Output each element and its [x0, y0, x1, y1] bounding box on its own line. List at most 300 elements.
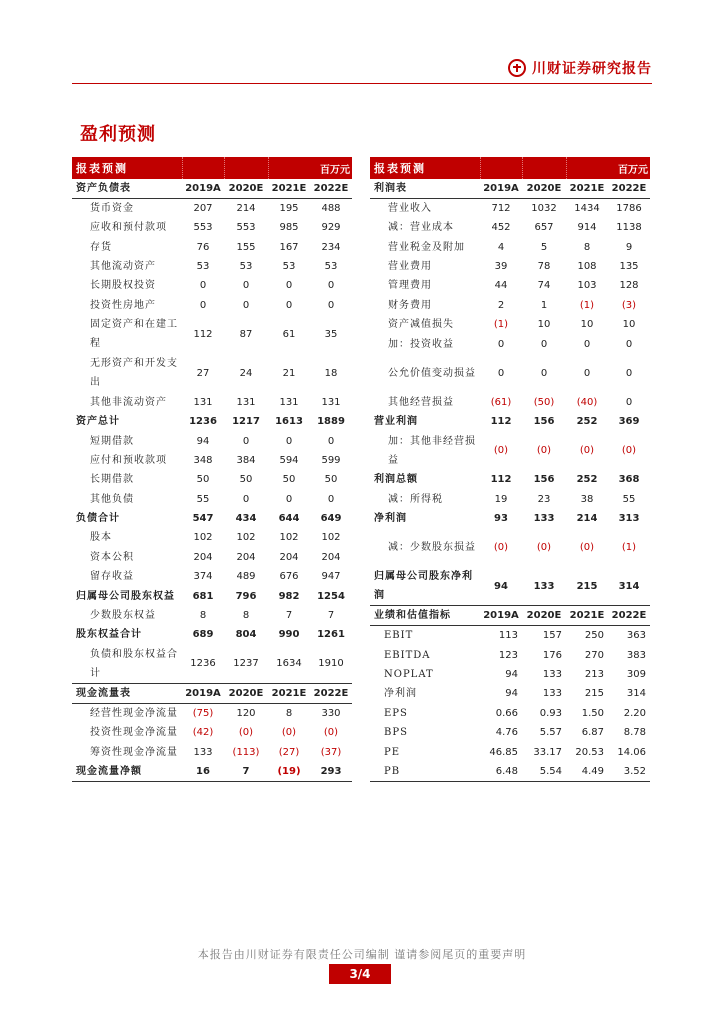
cell-value: 369	[618, 416, 640, 428]
cell-value: (1)	[493, 319, 509, 331]
table-title: 报表预测	[370, 157, 480, 179]
cell-value: 0	[625, 396, 633, 408]
cell-value: 0	[285, 493, 293, 505]
cell-value: 74	[537, 280, 551, 292]
cell-value: 155	[236, 241, 256, 253]
cell-value: 0	[497, 338, 505, 350]
cell-value: 16	[182, 762, 224, 782]
cell-value: 681	[192, 590, 214, 602]
table-row	[72, 625, 352, 644]
table-unit: 百万元	[608, 157, 650, 179]
table-row	[72, 257, 352, 276]
cell-value: 61	[282, 328, 296, 340]
row-label: 负债和股东权益合计	[72, 645, 182, 684]
table-row	[72, 276, 352, 295]
cell-value: 204	[321, 551, 341, 563]
cell-value: 2	[497, 299, 505, 311]
cell-value: 8	[583, 241, 591, 253]
row-label: 利润总额	[374, 474, 418, 486]
cell-value: 102	[193, 532, 213, 544]
cell-value: 0	[625, 367, 633, 379]
cell-value: 0	[540, 367, 548, 379]
cell-value: 204	[193, 551, 213, 563]
table-row	[370, 354, 650, 393]
table-row	[72, 548, 352, 567]
cell-value: 0	[327, 493, 335, 505]
cell-value: 76	[196, 241, 210, 253]
cell-value: 133	[542, 688, 562, 700]
cell-value: 157	[542, 630, 562, 642]
cell-value: 374	[193, 571, 213, 583]
cell-value: 94	[196, 435, 210, 447]
cell-value: 0	[583, 367, 591, 379]
cell-value: 553	[236, 222, 256, 234]
cell-value: 215	[566, 567, 608, 606]
cell-value: 55	[196, 493, 210, 505]
table-row	[72, 431, 352, 450]
cell-value: 195	[279, 203, 299, 214]
table-row	[370, 645, 650, 664]
right-forecast-table	[370, 157, 650, 782]
cell-value: 3.52	[608, 762, 650, 782]
cell-value: 0	[327, 280, 335, 292]
cell-value: 1032	[531, 203, 557, 214]
cell-value: 131	[279, 396, 299, 408]
cell-value: 1254	[317, 590, 345, 602]
table-row	[370, 528, 650, 567]
table-row	[72, 412, 352, 431]
row-label: 减：所得税	[388, 493, 443, 505]
row-label: 无形资产和开发支出	[90, 358, 178, 389]
year-label: 2021E	[268, 683, 310, 703]
row-label: EPS	[384, 707, 408, 719]
cell-value: 50	[324, 474, 338, 486]
cell-value: (0)	[621, 445, 637, 457]
cell-value: 112	[193, 328, 213, 340]
row-label: 资本公积	[90, 551, 134, 563]
table-row	[72, 237, 352, 256]
cell-value: 1237	[224, 645, 268, 684]
cell-value: (0)	[493, 445, 509, 457]
cell-value: 990	[278, 629, 300, 641]
cell-value: 250	[584, 630, 604, 642]
table-row	[370, 431, 650, 470]
cell-value: 804	[235, 629, 257, 641]
cell-value: 314	[626, 688, 646, 700]
cell-value: 0	[327, 435, 335, 447]
year-label: 2019A	[480, 179, 522, 199]
cell-value: 0.93	[539, 707, 562, 719]
cell-value: 452	[491, 222, 511, 234]
cell-value: 594	[279, 454, 299, 466]
section-label: 现金流量表	[72, 683, 182, 703]
cell-value: 0	[242, 299, 250, 311]
cell-value: 35	[324, 328, 338, 340]
cell-value: 796	[235, 590, 257, 602]
row-label: 其他非流动资产	[90, 396, 167, 408]
cell-value: 252	[576, 474, 598, 486]
cell-value: 133	[193, 746, 213, 758]
table-row	[370, 490, 650, 509]
cell-value: 0	[497, 367, 505, 379]
cell-value: 383	[626, 649, 646, 661]
row-label: 资产总计	[76, 416, 120, 428]
table-title-row	[72, 157, 352, 179]
cell-value: 8	[199, 610, 207, 622]
row-label: EBIT	[384, 630, 414, 642]
cell-value: 167	[279, 241, 299, 253]
cell-value: 8	[285, 707, 293, 719]
cell-value: 363	[626, 630, 646, 642]
table-row	[72, 606, 352, 625]
cell-value: 94	[505, 668, 518, 680]
cell-value: 234	[321, 241, 341, 253]
year-label: 2022E	[310, 683, 352, 703]
cell-value: 0	[540, 338, 548, 350]
year-label: 2020E	[224, 179, 268, 199]
cell-value: 213	[584, 668, 604, 680]
table-row	[370, 567, 650, 606]
brand	[508, 58, 652, 78]
row-label: 其他负债	[90, 493, 134, 505]
cell-value: 214	[236, 203, 256, 214]
table-row	[370, 509, 650, 528]
cell-value: 131	[193, 396, 213, 408]
cell-value: 0	[285, 435, 293, 447]
cell-value: 489	[236, 571, 256, 583]
cell-value: 176	[542, 649, 562, 661]
cell-value: 21	[282, 367, 296, 379]
table-row	[370, 412, 650, 431]
row-label: 减：少数股东损益	[388, 542, 476, 554]
cell-value: 4.76	[495, 727, 518, 739]
row-label: 应收和预付款项	[90, 222, 167, 234]
table-row	[370, 723, 650, 742]
cell-value: 112	[490, 474, 512, 486]
cell-value: 8	[242, 610, 250, 622]
title-filler	[566, 157, 608, 179]
cell-value: 14.06	[617, 746, 646, 758]
cell-value: 0	[242, 280, 250, 292]
table-row	[370, 742, 650, 761]
cell-value: (1)	[621, 542, 637, 554]
title-filler	[182, 157, 224, 179]
cell-value: 0	[199, 299, 207, 311]
table-row	[72, 296, 352, 315]
cell-value: (0)	[493, 542, 509, 554]
cell-value: 1434	[574, 203, 600, 214]
row-label: 投资性房地产	[90, 299, 156, 311]
cell-value: 2.20	[623, 707, 646, 719]
table-row	[72, 509, 352, 528]
row-label: 留存收益	[90, 571, 134, 583]
cell-value: (3)	[621, 299, 637, 311]
cell-value: (113)	[232, 746, 260, 758]
cell-value: 55	[622, 493, 636, 505]
table-row	[72, 315, 352, 354]
table-row	[72, 490, 352, 509]
cell-value: 128	[619, 280, 639, 292]
cell-value: 712	[491, 203, 511, 214]
row-label: 应付和预收款项	[90, 454, 167, 466]
cell-value: 8.78	[623, 727, 646, 739]
table-row	[370, 684, 650, 703]
cell-value: 1910	[310, 645, 352, 684]
cell-value: 1613	[275, 416, 303, 428]
table-row	[370, 296, 650, 315]
cell-value: (0)	[536, 542, 552, 554]
cell-value: 94	[505, 688, 518, 700]
row-label: 长期股权投资	[90, 280, 156, 292]
row-label: 股东权益合计	[76, 629, 142, 641]
cell-value: 215	[584, 688, 604, 700]
row-label: 营业收入	[388, 203, 432, 214]
cell-value: (0)	[323, 727, 339, 739]
cell-value: 38	[580, 493, 594, 505]
cell-value: 947	[321, 571, 341, 583]
row-label: 营业税金及附加	[388, 241, 465, 253]
cell-value: (27)	[278, 746, 300, 758]
section-label: 利润表	[370, 179, 480, 199]
table-row	[370, 470, 650, 489]
row-label: 其他流动资产	[90, 260, 156, 272]
cell-value: 313	[618, 513, 640, 525]
cell-value: 156	[533, 416, 555, 428]
cell-value: 488	[321, 203, 341, 214]
company-logo-icon	[508, 59, 526, 77]
table-row	[72, 393, 352, 412]
row-label: 加：其他非经营损益	[388, 435, 476, 466]
row-label: PB	[370, 762, 480, 782]
cell-value: 982	[278, 590, 300, 602]
cell-value: 207	[193, 203, 213, 214]
row-label: 其他经营损益	[388, 396, 454, 408]
cell-value: 929	[321, 222, 341, 234]
cell-value: 103	[577, 280, 597, 292]
cell-value: 5.54	[522, 762, 566, 782]
cell-value: 4	[497, 241, 505, 253]
cell-value: 0	[242, 435, 250, 447]
year-label: 2020E	[224, 683, 268, 703]
cell-value: 39	[494, 260, 508, 272]
cell-value: (61)	[490, 396, 512, 408]
cell-value: 649	[320, 513, 342, 525]
cell-value: 1261	[317, 629, 345, 641]
cell-value: (37)	[320, 746, 342, 758]
title-filler	[224, 157, 268, 179]
cell-value: 676	[279, 571, 299, 583]
row-label: NOPLAT	[384, 668, 434, 680]
cell-value: 133	[542, 668, 562, 680]
table-row	[72, 528, 352, 547]
cell-value: 50	[282, 474, 296, 486]
cell-value: (1)	[579, 299, 595, 311]
table-row	[370, 276, 650, 295]
row-label: 公允价值变动损益	[388, 367, 476, 379]
row-label: 货币资金	[90, 203, 134, 214]
table-title-row	[370, 157, 650, 179]
cell-value: 108	[577, 260, 597, 272]
cell-value: 6.87	[581, 727, 604, 739]
cell-value: 204	[236, 551, 256, 563]
cell-value: 214	[576, 513, 598, 525]
cell-value: (0)	[579, 542, 595, 554]
row-label: 营业利润	[374, 416, 418, 428]
page-number: 3/4	[329, 964, 391, 984]
row-label: 固定资产和在建工程	[90, 319, 178, 350]
year-label: 2022E	[310, 179, 352, 199]
cell-value: (0)	[281, 727, 297, 739]
cell-value: 133	[533, 513, 555, 525]
year-label: 2021E	[268, 179, 310, 199]
table-row	[370, 218, 650, 237]
year-label: 2021E	[566, 179, 608, 199]
cell-value: 120	[236, 707, 256, 719]
cell-value: 10	[580, 319, 594, 331]
row-label: 归属母公司股东权益	[76, 590, 175, 602]
cell-value: 330	[321, 707, 341, 719]
table-row	[72, 218, 352, 237]
cell-value: 547	[192, 513, 214, 525]
table-row	[72, 703, 352, 723]
row-label: PE	[384, 746, 401, 758]
table-row	[370, 704, 650, 723]
cell-value: 0	[285, 299, 293, 311]
cell-value: 204	[279, 551, 299, 563]
cell-value: 1786	[616, 203, 642, 214]
cell-value: 9	[625, 241, 633, 253]
row-label: EBITDA	[384, 649, 431, 661]
table-row	[370, 626, 650, 646]
cell-value: 78	[537, 260, 551, 272]
table-row	[72, 567, 352, 586]
cell-value: 18	[324, 367, 338, 379]
row-label: 现金流量净额	[72, 762, 182, 782]
cell-value: 53	[239, 260, 253, 272]
cell-value: 10	[537, 319, 551, 331]
cell-value: 5	[540, 241, 548, 253]
cell-value: 33.17	[533, 746, 562, 758]
year-label: 2022E	[608, 606, 650, 626]
cell-value: 368	[618, 474, 640, 486]
table-row	[72, 762, 352, 782]
title-filler	[268, 157, 310, 179]
cell-value: 293	[310, 762, 352, 782]
cell-value: 156	[533, 474, 555, 486]
year-header-row	[370, 179, 650, 199]
section-title: 盈利预测	[80, 124, 156, 145]
cell-value: 123	[498, 649, 518, 661]
cell-value: 985	[279, 222, 299, 234]
row-label: 长期借款	[90, 474, 134, 486]
table-row	[72, 586, 352, 605]
row-label: 短期借款	[90, 435, 134, 447]
row-label: 存货	[90, 241, 112, 253]
cell-value: 93	[494, 513, 508, 525]
title-filler	[480, 157, 522, 179]
row-label: 净利润	[374, 513, 407, 525]
cell-value: 657	[534, 222, 554, 234]
cell-value: 384	[236, 454, 256, 466]
row-label: 营业费用	[388, 260, 432, 272]
year-label: 2019A	[480, 606, 522, 626]
year-header-row	[72, 683, 352, 703]
cell-value: 1138	[616, 222, 642, 234]
cell-value: 4.49	[566, 762, 608, 782]
year-header-row	[72, 179, 352, 199]
cell-value: 44	[494, 280, 508, 292]
cell-value: 1634	[268, 645, 310, 684]
cell-value: 1.50	[581, 707, 604, 719]
header-rule	[72, 83, 652, 84]
cell-value: 0.66	[495, 707, 518, 719]
table-row	[72, 723, 352, 742]
table-row	[370, 257, 650, 276]
cell-value: 53	[196, 260, 210, 272]
row-label: 减：营业成本	[388, 222, 454, 234]
row-label: 筹资性现金净流量	[90, 746, 178, 758]
cell-value: 0	[285, 280, 293, 292]
table-row	[72, 199, 352, 219]
cell-value: (0)	[536, 445, 552, 457]
year-label: 2022E	[608, 179, 650, 199]
left-forecast-table	[72, 157, 352, 782]
table-row	[72, 470, 352, 489]
year-label: 2019A	[182, 179, 224, 199]
cell-value: 133	[522, 567, 566, 606]
cell-value: 20.53	[575, 746, 604, 758]
row-label: 少数股东权益	[90, 610, 156, 622]
cell-value: (50)	[533, 396, 555, 408]
cell-value: 0	[199, 280, 207, 292]
cell-value: 252	[576, 416, 598, 428]
row-label: 财务费用	[388, 299, 432, 311]
cell-value: 644	[278, 513, 300, 525]
cell-value: 50	[196, 474, 210, 486]
cell-value: 27	[196, 367, 210, 379]
row-label: BPS	[384, 727, 408, 739]
cell-value: 46.85	[489, 746, 518, 758]
cell-value: 135	[619, 260, 639, 272]
table-row	[370, 237, 650, 256]
cell-value: (42)	[192, 727, 214, 739]
row-label: 加：投资收益	[388, 338, 454, 350]
table-row	[370, 315, 650, 334]
cell-value: (0)	[579, 445, 595, 457]
cell-value: 0	[625, 338, 633, 350]
cell-value: 1217	[232, 416, 260, 428]
year-header-row	[370, 606, 650, 626]
cell-value: 348	[193, 454, 213, 466]
cell-value: 7	[224, 762, 268, 782]
row-label: 净利润	[384, 688, 417, 700]
table-row	[72, 354, 352, 393]
cell-value: 270	[584, 649, 604, 661]
row-label: 投资性现金净流量	[90, 727, 178, 739]
cell-value: (40)	[576, 396, 598, 408]
cell-value: (19)	[268, 762, 310, 782]
cell-value: 0	[583, 338, 591, 350]
cell-value: 94	[480, 567, 522, 606]
section-label: 资产负债表	[72, 179, 182, 199]
cell-value: 914	[577, 222, 597, 234]
cell-value: 19	[494, 493, 508, 505]
table-row	[370, 334, 650, 353]
cell-value: 10	[622, 319, 636, 331]
cell-value: 24	[239, 367, 253, 379]
cell-value: 113	[498, 630, 518, 642]
cell-value: (75)	[192, 707, 214, 719]
